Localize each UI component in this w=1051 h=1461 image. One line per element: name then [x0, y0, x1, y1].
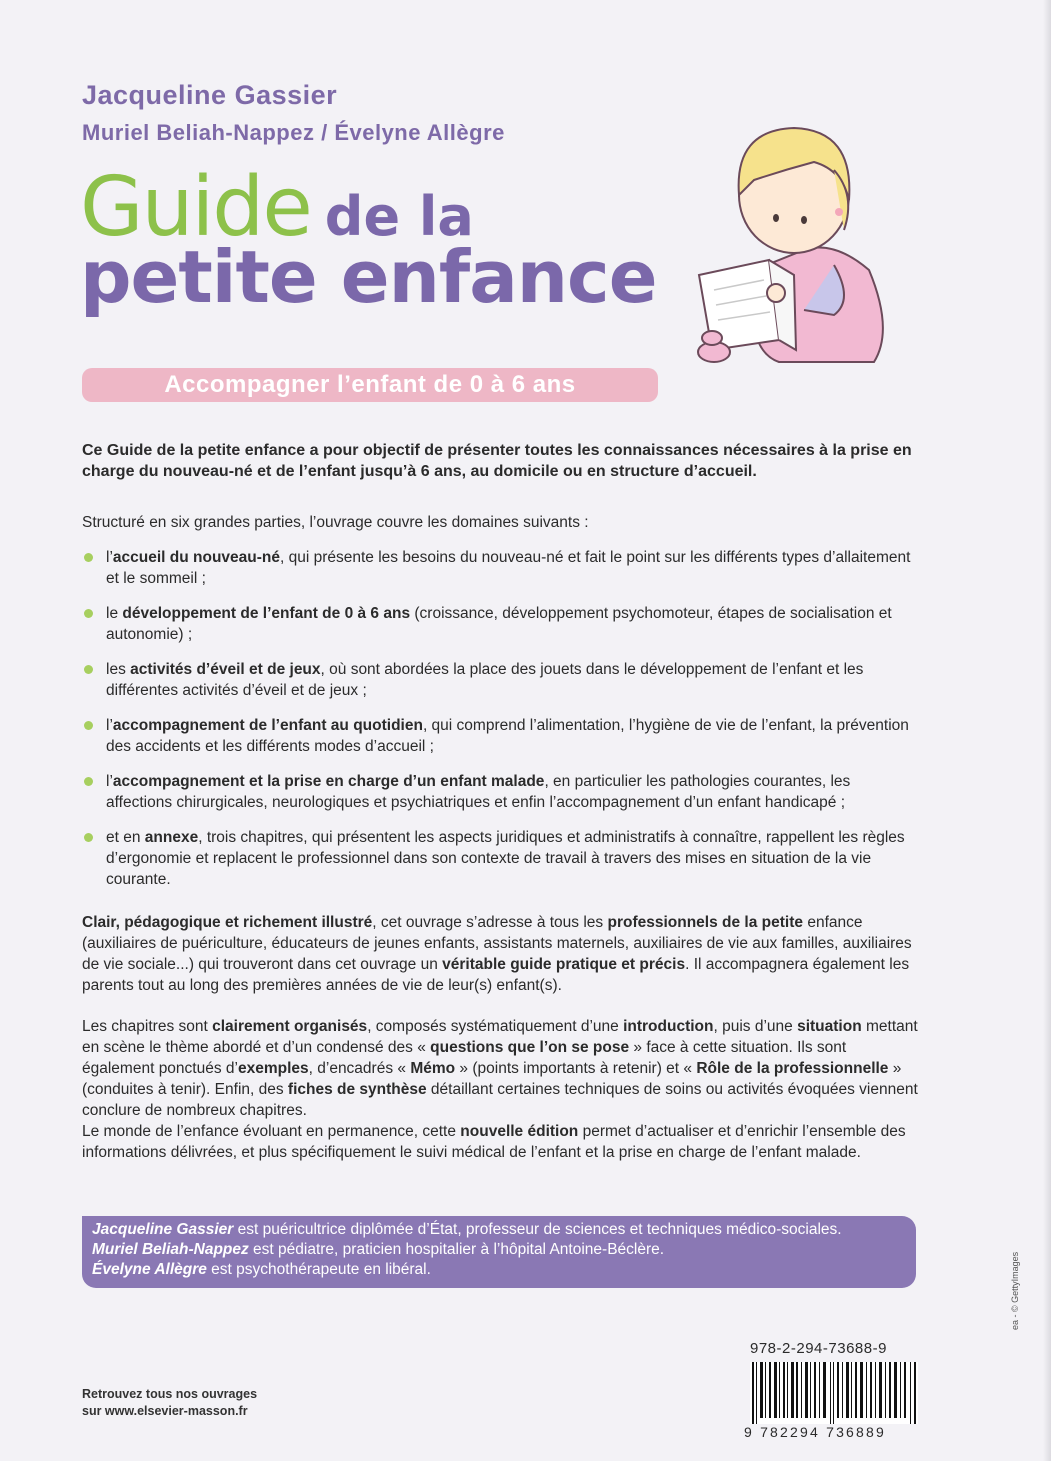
- title-guide: Guide: [80, 160, 311, 255]
- bio-line: Muriel Beliah-Nappez est pédiatre, praticien hospitalier à l’hôpital Antoine-Béclère.: [92, 1241, 665, 1258]
- topics-list: [82, 547, 918, 890]
- photo-credit: ea - © GettyImages: [1010, 1251, 1020, 1330]
- structure-paragraph: Les chapitres sont clairement organisés, composés systématiquement d’une introduction, puis d’une situation mettant en scène le thème abordé et d’un condensé des « questions que l’on se pose » face à cette situation. Ils sont également ponctués d’exemples, d’encadrés « Mémo » (points importants à retenir) et « Rôle de la professionnelle » (conduites à tenir). Enfin, des fiches de synthèse détaillant certaines techniques de soins ou activités évoquées viennent conclure de nombreux chapitres.: [82, 1018, 918, 1119]
- barcode-digits: 9 782294 736889: [744, 1424, 886, 1440]
- authors: [82, 78, 505, 148]
- list-item: les activités d’éveil et de jeux, où sont abordées la place des jouets dans le développement de l’enfant et les différentes activités d’éveil et de jeux ;: [82, 659, 918, 701]
- title-line2: petite enfance: [80, 235, 657, 319]
- subtitle-banner: Accompagner l’enfant de 0 à 6 ans: [82, 368, 658, 402]
- bio-line: Évelyne Allègre est psychothérapeute en libéral.: [92, 1261, 431, 1278]
- list-item: l’accueil du nouveau-né, qui présente les besoins du nouveau-né et fait le point sur les différents types d’allaitement et le sommeil ;: [82, 547, 918, 589]
- list-item: l’accompagnement et la prise en charge d’un enfant malade, en particulier les pathologies courantes, les affections chirurgicales, neurologiques et psychiatriques et enfin l’accompagnement d’un enfant handicapé ;: [82, 771, 918, 813]
- spine-edge: [1043, 0, 1051, 1461]
- intro-paragraph: Ce Guide de la petite enfance a pour objectif de présenter toutes les connaissances nécessaires à la prise en charge du nouveau-né et de l’enfant jusqu’à 6 ans, au domicile ou en structure d’accueil.: [82, 442, 912, 480]
- back-cover-text: [82, 440, 918, 1163]
- authors-bio-box: [82, 1216, 916, 1288]
- bio-line: Jacqueline Gassier est puéricultrice diplômée d’État, professeur de sciences et techniques médico-sociales.: [92, 1221, 842, 1238]
- list-item: et en annexe, trois chapitres, qui présentent les aspects juridiques et administratifs à connaître, rappellent les règles d’ergonomie et replacent le professionnel dans son contexte de travail à travers des mises en situation de la vie courante.: [82, 827, 918, 890]
- author-coauthors: Muriel Beliah-Nappez / Évelyne Allègre: [82, 120, 505, 145]
- child-reading-illustration: [684, 100, 894, 390]
- audience-paragraph: Clair, pédagogique et richement illustré, cet ouvrage s’adresse à tous les professionnels de la petite enfance (auxiliaires de puériculture, éducateurs de jeunes enfants, assistants maternels, auxiliaires de vie aux familles, auxiliaires de vie sociale...) qui trouveront dans cet ouvrage un véritable guide pratique et précis. Il accompagnera également les parents tout au long des premières années de vie de leur(s) enfant(s).: [82, 914, 912, 994]
- barcode: [750, 1362, 918, 1424]
- list-item: le développement de l’enfant de 0 à 6 ans (croissance, développement psychomoteur, étapes de socialisation et autonomie) ;: [82, 603, 918, 645]
- publisher-website: Retrouvez tous nos ouvrages sur www.elsevier-masson.fr: [82, 1387, 258, 1418]
- title-de-la: de la: [324, 185, 474, 248]
- edition-paragraph: Le monde de l’enfance évoluant en permanence, cette nouvelle édition permet d’actualiser et d’enrichir l’ensemble des informations délivrées, et plus spécifiquement le suivi médical de l’enfant et la prise en charge de l’enfant malade.: [82, 1123, 906, 1161]
- lead-sentence: Structuré en six grandes parties, l’ouvrage couvre les domaines suivants :: [82, 514, 589, 531]
- isbn: 978-2-294-73688-9: [750, 1340, 887, 1357]
- book-title: [80, 160, 657, 319]
- author-primary: Jacqueline Gassier: [82, 80, 338, 110]
- list-item: l’accompagnement de l’enfant au quotidien, qui comprend l’alimentation, l’hygiène de vie de l’enfant, la prévention des accidents et les différents modes d’accueil ;: [82, 715, 918, 757]
